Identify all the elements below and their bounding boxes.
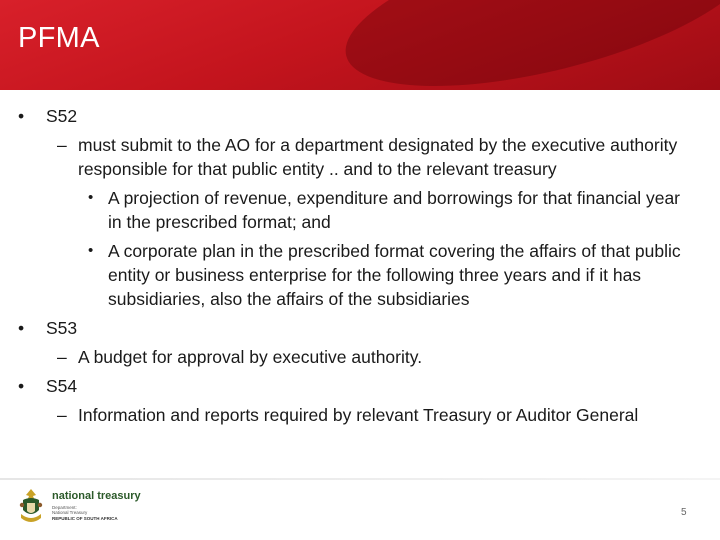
dash-icon: – [57,405,67,425]
logo-line: REPUBLIC OF SOUTH AFRICA [52,516,118,521]
sub-point-text: Information and reports required by relevant Treasury or Auditor General [78,405,639,425]
dash-icon: – [57,135,67,155]
dash-icon: – [57,347,67,367]
item-text: A corporate plan in the prescribed format covering the affairs of that public entity or business enterprise for the following three years and if it has subsidiaries, also the affairs of the subsidiaries [108,241,681,309]
item-text: A projection of revenue, expenditure and borrowings for that financial year in the prescribed format; and [108,188,681,232]
slide-title: PFMA [18,22,100,54]
section-label: S54 [46,376,78,396]
bullet-icon: • [18,318,25,338]
page-number: 5 [681,507,687,518]
sub-point-text: A budget for approval by executive authority. [78,347,423,367]
s52-item [0,186,720,234]
s53-sub-point [0,345,720,369]
coat-of-arms-icon [18,488,44,528]
section-s52 [0,104,720,128]
logo-line: National Treasury [52,510,88,515]
s52-item [0,239,720,311]
section-label: S52 [46,106,78,126]
header-decoration [331,0,720,90]
bullet-icon: • [88,189,94,206]
s52-sub-point [0,133,720,181]
footer-divider [0,478,720,480]
s54-sub-point [0,403,720,427]
slide-body [0,104,720,427]
logo-line: Department: [52,505,77,510]
slide-header [0,0,720,90]
national-treasury-logo [18,488,158,530]
bullet-icon: • [88,242,94,259]
bullet-icon: • [18,376,25,396]
section-label: S53 [46,318,78,338]
section-s54 [0,374,720,398]
sub-point-text: must submit to the AO for a department designated by the executive authority responsible for that public entity .. and to the relevant treasury [78,135,678,179]
section-s53 [0,316,720,340]
logo-brand: national treasury [52,490,141,502]
bullet-icon: • [18,106,25,126]
